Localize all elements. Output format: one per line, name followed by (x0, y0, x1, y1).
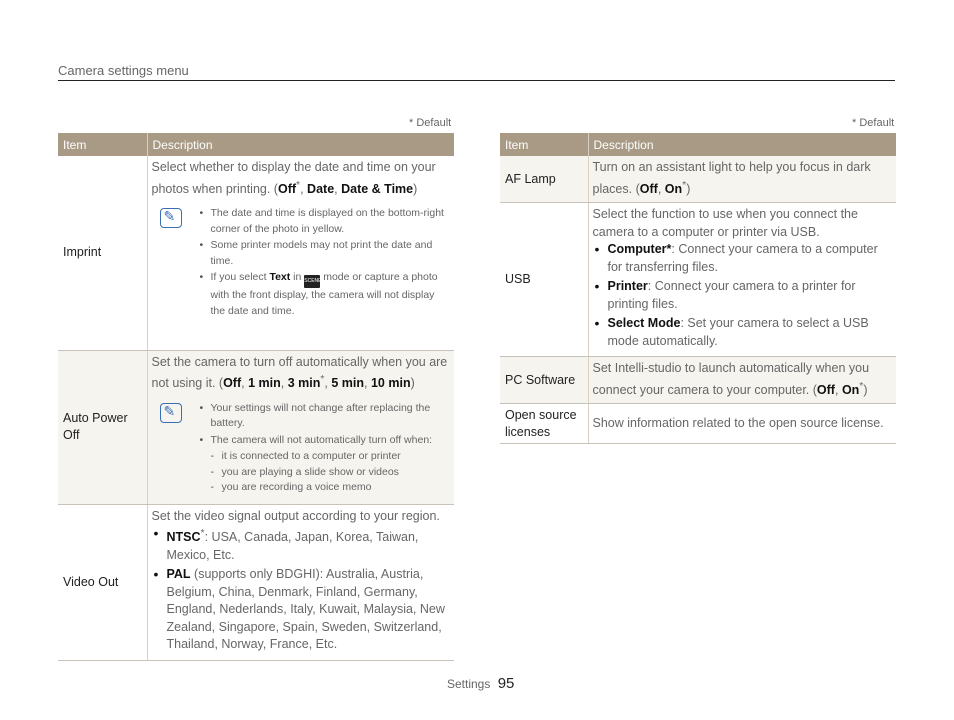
row-item-video-out: Video Out (58, 504, 147, 660)
row-item-usb: USB (500, 203, 588, 357)
video-out-pal: • PAL (supports only BDGHI): Australia, Austria, Belgium, China, Denmark, Finland, Germany, England, Nederlands, Italy, Kuwait, Malaysia, New Zealand, Singapore, Spain, Sweden, Switzerland, Thailand, Norway, France, Etc. (152, 566, 450, 654)
video-out-description: Set the video signal output according to your region. (151, 508, 440, 523)
pc-software-description: Set Intelli-studio to launch automatically when you connect your camera to your computer. (Off, On*) (592, 361, 870, 397)
usb-option-select-mode: • Select Mode: Set your camera to select a USB mode automatically. (593, 315, 892, 350)
row-desc-usb (588, 203, 896, 357)
note-pencil-icon: ✎ (160, 403, 182, 423)
table-row-video-out (58, 504, 454, 660)
row-item-imprint: Imprint (58, 156, 147, 350)
row-desc-pc-software (588, 357, 896, 404)
imprint-note-item: • Some printer models may not print the date and time. (200, 238, 450, 269)
page-footer (447, 675, 514, 692)
imprint-note-item: • The date and time is displayed on the bottom-right corner of the photo in yellow. (200, 206, 450, 237)
footer-section: Settings (447, 677, 491, 691)
row-desc-auto-power-off (147, 350, 454, 504)
auto-power-off-sub-item: - you are playing a slide show or videos (200, 465, 450, 481)
video-out-ntsc: • NTSC*: USA, Canada, Japan, Korea, Taiwan, Mexico, Etc. (152, 525, 450, 564)
scene-mode-icon: SCENE (304, 275, 320, 288)
table-row-pc-software (500, 357, 896, 404)
table-row-af-lamp (500, 156, 896, 203)
page-header-title: Camera settings menu (58, 63, 189, 78)
row-desc-video-out (147, 504, 454, 660)
imprint-description: Select whether to display the date and time on your photos when printing. (Off*, Date, Date & Time) (151, 160, 436, 196)
auto-power-off-note (152, 401, 450, 500)
default-note-left: * Default (409, 117, 452, 129)
column-header-item: Item (58, 133, 147, 156)
column-header-description: Description (147, 133, 454, 156)
page-number: 95 (497, 675, 515, 692)
imprint-note (152, 206, 450, 324)
column-header-item: Item (500, 133, 588, 156)
usb-description: Select the function to use when you connect the camera to a computer or printer via USB. (592, 207, 858, 239)
usb-option-computer: • Computer*: Connect your camera to a computer for transferring files. (593, 241, 892, 276)
open-source-description: Show information related to the open source license. (592, 415, 884, 430)
auto-power-off-sub-item: - you are recording a voice memo (200, 480, 450, 496)
row-item-pc-software: PC Software (500, 357, 588, 404)
settings-table-right (500, 133, 896, 444)
table-row-open-source (500, 404, 896, 444)
table-row-imprint (58, 156, 454, 350)
header-divider (58, 80, 895, 81)
row-item-af-lamp: AF Lamp (500, 156, 588, 203)
table-header-row (500, 133, 896, 156)
default-note-right: * Default (852, 117, 895, 129)
auto-power-off-sub-item: - it is connected to a computer or printer (200, 449, 450, 465)
row-item-auto-power-off: Auto Power Off (58, 350, 147, 504)
table-row-usb (500, 203, 896, 357)
row-desc-imprint (147, 156, 454, 350)
auto-power-off-description: Set the camera to turn off automatically when you are not using it. (Off, 1 min, 3 min*, 5 min, 10 min) (151, 354, 448, 391)
row-desc-af-lamp (588, 156, 896, 203)
af-lamp-description: Turn on an assistant light to help you focus in dark places. (Off, On*) (592, 160, 871, 196)
note-pencil-icon: ✎ (160, 208, 182, 228)
row-desc-open-source (588, 404, 896, 444)
auto-power-off-note-item: • Your settings will not change after replacing the battery. (200, 401, 450, 432)
column-header-description: Description (588, 133, 896, 156)
imprint-note-item: • If you select Text in SCENE mode or capture a photo with the front display, the camera will not display the date and time. (200, 270, 450, 319)
row-item-open-source: Open source licenses (500, 404, 588, 444)
table-header-row (58, 133, 454, 156)
settings-table-left (58, 133, 454, 661)
table-row-auto-power-off (58, 350, 454, 504)
auto-power-off-note-item: • The camera will not automatically turn off when: (200, 433, 450, 449)
usb-option-printer: • Printer: Connect your camera to a printer for printing files. (593, 278, 892, 313)
